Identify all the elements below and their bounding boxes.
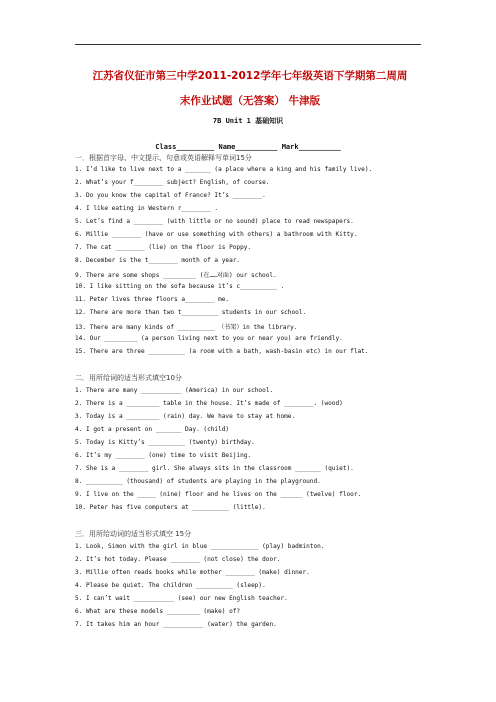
exercise-line: 1. Look, Simon with the girl in blue _____________ (play) badminton. xyxy=(75,543,325,550)
exercise-line: 7. The cat ________ (lie) on the floor is Poppy. xyxy=(75,244,252,251)
header-rule xyxy=(75,44,421,45)
exercise-line: 9. There are some shops _________ (在……对面) our school. xyxy=(75,272,277,279)
class-name-mark-line: Class_________ Name__________ Mark__________ xyxy=(155,143,341,151)
exercise-line: 10. I like sitting on the sofa because it’s c__________ . xyxy=(75,283,285,290)
exercise-line: 6. It’s my ________ (one) time to visit Beijing. xyxy=(75,452,252,459)
exercise-line: 1. I’d like to live next to a _______ (a place where a king and his family live). xyxy=(75,166,373,173)
exercise-line: 2. What’s your f________ subject? English, of course. xyxy=(75,179,270,186)
exercise-line: 8. __________ (thousand) of students are playing in the playground. xyxy=(75,478,321,485)
exercise-line: 5. Let’s find a ________ (with little or no sound) place to read newspapers. xyxy=(75,218,354,225)
exercise-line: 4. I like eating in Western r________ . xyxy=(75,205,219,212)
exercise-line: 3. Today is a _________ (rain) day. We have to stay at home. xyxy=(75,413,296,420)
exercise-line: 5. Today is Kitty’s __________ (twenty) birthday. xyxy=(75,439,255,446)
section-1-heading: 一．根据首字母、中文提示、句意或英语解释写单词15分 xyxy=(75,154,252,162)
exercise-line: 13. There are many kinds of __________ （书架）in the library. xyxy=(75,324,298,331)
section-2-heading: 二．用所给词的适当形式填空10分 xyxy=(75,374,182,382)
exercise-line: 8. December is the t________ month of a year. xyxy=(75,257,241,264)
title-line-2: 末作业试题（无答案） 牛津版 xyxy=(179,95,321,107)
title-line-1: 江苏省仪征市第三中学2011-2012学年七年级英语下学期第二周周 xyxy=(92,70,408,82)
exercise-line: 2. There is a _________ table in the house. It’s made of ________. (wood) xyxy=(75,400,343,407)
exercise-line: 3. Millie often reads books while mother ________ (make) dinner. xyxy=(75,569,310,576)
section-3-heading: 三．用所给动词的适当形式填空 15分 xyxy=(75,530,192,538)
exercise-line: 2. It’s hot today. Please ________ (not close) the door. xyxy=(75,556,281,563)
exercise-line: 14. Our _________ (a person living next to you or near you) are friendly. xyxy=(75,335,343,342)
exercise-line: 7. She is a ________ girl. She always sits in the classroom _______ (quiet). xyxy=(75,465,354,472)
exercise-line: 6. Millie ________ (have or use something with others) a bathroom with Kitty. xyxy=(75,231,358,238)
exercise-line: 1. There are many ___________ (America) in our school. xyxy=(75,387,274,394)
exercise-line: 11. Peter lives three floors a________ me. xyxy=(75,296,230,303)
exercise-line: 4. I got a present on _______ Day. (child) xyxy=(75,426,230,433)
exercise-line: 15. There are three __________ (a room with a bath, wash-basin etc) in our flat. xyxy=(75,348,369,355)
exercise-line: 9. I live on the _____ (nine) floor and he lives on the ______ (twelve) floor. xyxy=(75,491,362,498)
exercise-line: 4. Please be quiet. The children __________ (sleep). xyxy=(75,582,266,589)
exercise-line: 7. It takes him an hour ___________ (water) the garden. xyxy=(75,621,277,628)
exercise-line: 3. Do you know the capital of France? It’s ________. xyxy=(75,192,266,199)
subtitle: 7B Unit 1 基础知识 xyxy=(212,117,284,125)
exercise-line: 10. Peter has five computers at __________ (little). xyxy=(75,504,266,511)
exercise-line: 12. There are more than two t__________ students in our school. xyxy=(75,309,307,316)
exercise-line: 6. What are these models _________ (make) of? xyxy=(75,608,241,615)
exercise-line: 5. I can’t wait ___________ (see) our new English teacher. xyxy=(75,595,288,602)
